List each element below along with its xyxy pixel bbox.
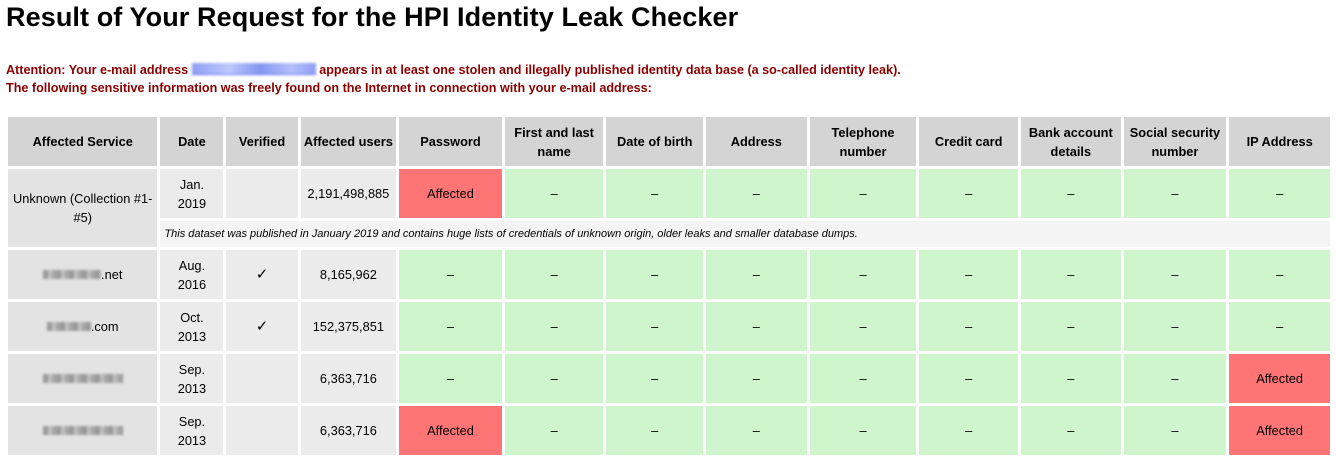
service-name-cell [8,354,157,403]
not-affected-status-cell: – [1124,250,1227,299]
not-affected-status-cell: – [810,169,917,218]
header-address: Address [706,117,807,166]
header-first-last-name: First and last name [505,117,604,166]
affected-status-cell: Affected [1229,354,1330,403]
not-affected-status-cell: – [606,354,703,403]
attention-line-1 [6,61,901,79]
header-affected-service: Affected Service [8,117,157,166]
not-affected-status-cell: – [1124,169,1227,218]
verified-cell: ✓ [226,250,297,299]
affected-users-cell: 6,363,716 [301,354,397,403]
not-affected-status-cell: – [706,406,807,455]
date-cell: Jan. 2019 [160,169,223,218]
not-affected-status-cell: – [919,250,1018,299]
service-name-cell [8,169,157,247]
not-affected-status-cell: – [1021,406,1121,455]
not-affected-status-cell: – [606,250,703,299]
service-name-cell [8,406,157,455]
not-affected-status-cell: – [706,354,807,403]
verified-cell: ✓ [226,302,297,351]
redacted-service-name [43,426,123,435]
not-affected-status-cell: – [399,354,502,403]
affected-users-cell: 152,375,851 [301,302,397,351]
not-affected-status-cell: – [399,250,502,299]
not-affected-status-cell: – [810,406,917,455]
not-affected-status-cell: – [919,354,1018,403]
affected-status-cell: Affected [1229,406,1330,455]
header-social-security: Social security number [1124,117,1227,166]
dataset-description: This dataset was published in January 2019 and contains huge lists of credentials of unknown origin, older leaks and smaller database dumps. [160,221,1330,247]
service-name: Unknown (Collection #1-#5) [13,191,153,225]
not-affected-status-cell: – [810,354,917,403]
verified-cell [226,169,297,218]
not-affected-status-cell: – [706,302,807,351]
page-title: Result of Your Request for the HPI Identity Leak Checker [6,2,739,32]
table-row [8,169,1330,218]
date-cell: Sep. 2013 [160,406,223,455]
redacted-service-name [43,374,123,383]
not-affected-status-cell: – [810,302,917,351]
header-date: Date [160,117,223,166]
table-row [8,302,1330,351]
affected-users-cell: 2,191,498,885 [301,169,397,218]
header-ip-address: IP Address [1229,117,1330,166]
header-verified: Verified [226,117,297,166]
not-affected-status-cell: – [919,406,1018,455]
not-affected-status-cell: – [1124,354,1227,403]
not-affected-status-cell: – [606,169,703,218]
header-date-of-birth: Date of birth [606,117,703,166]
header-row [8,117,1330,166]
not-affected-status-cell: – [1021,169,1121,218]
not-affected-status-cell: – [1229,169,1330,218]
affected-users-cell: 6,363,716 [301,406,397,455]
not-affected-status-cell: – [505,169,604,218]
not-affected-status-cell: – [1124,302,1227,351]
not-affected-status-cell: – [1229,302,1330,351]
service-name: .net [101,267,123,282]
date-cell: Sep. 2013 [160,354,223,403]
not-affected-status-cell: – [606,302,703,351]
redacted-service-name [43,270,101,279]
verified-cell [226,354,297,403]
not-affected-status-cell: – [399,302,502,351]
header-telephone: Telephone number [810,117,917,166]
not-affected-status-cell: – [505,354,604,403]
not-affected-status-cell: – [505,250,604,299]
verified-cell [226,406,297,455]
service-name-cell [8,250,157,299]
not-affected-status-cell: – [1021,302,1121,351]
header-password: Password [399,117,502,166]
header-bank-account: Bank account details [1021,117,1121,166]
not-affected-status-cell: – [505,406,604,455]
affected-status-cell: Affected [399,406,502,455]
leak-results-table [5,114,1333,458]
not-affected-status-cell: – [706,169,807,218]
date-cell: Oct. 2013 [160,302,223,351]
table-row [8,406,1330,455]
not-affected-status-cell: – [706,250,807,299]
not-affected-status-cell: – [1229,250,1330,299]
service-name-cell [8,302,157,351]
redacted-email-link[interactable] [192,63,316,75]
description-row [8,221,1330,247]
not-affected-status-cell: – [810,250,917,299]
not-affected-status-cell: – [606,406,703,455]
header-affected-users: Affected users [301,117,397,166]
attention-suffix: appears in at least one stolen and illegally published identity data base (a so-called identity leak). [319,63,901,77]
not-affected-status-cell: – [1124,406,1227,455]
affected-status-cell: Affected [399,169,502,218]
service-name: .com [90,319,119,334]
not-affected-status-cell: – [505,302,604,351]
attention-message [6,61,901,97]
date-cell: Aug. 2016 [160,250,223,299]
header-credit-card: Credit card [919,117,1018,166]
attention-prefix: Attention: Your e-mail address [6,63,189,77]
attention-line-2: The following sensitive information was freely found on the Internet in connection with your e-mail address: [6,81,652,95]
not-affected-status-cell: – [919,302,1018,351]
not-affected-status-cell: – [1021,354,1121,403]
redacted-service-name [47,322,91,331]
table-row [8,250,1330,299]
not-affected-status-cell: – [1021,250,1121,299]
table-row [8,354,1330,403]
affected-users-cell: 8,165,962 [301,250,397,299]
not-affected-status-cell: – [919,169,1018,218]
